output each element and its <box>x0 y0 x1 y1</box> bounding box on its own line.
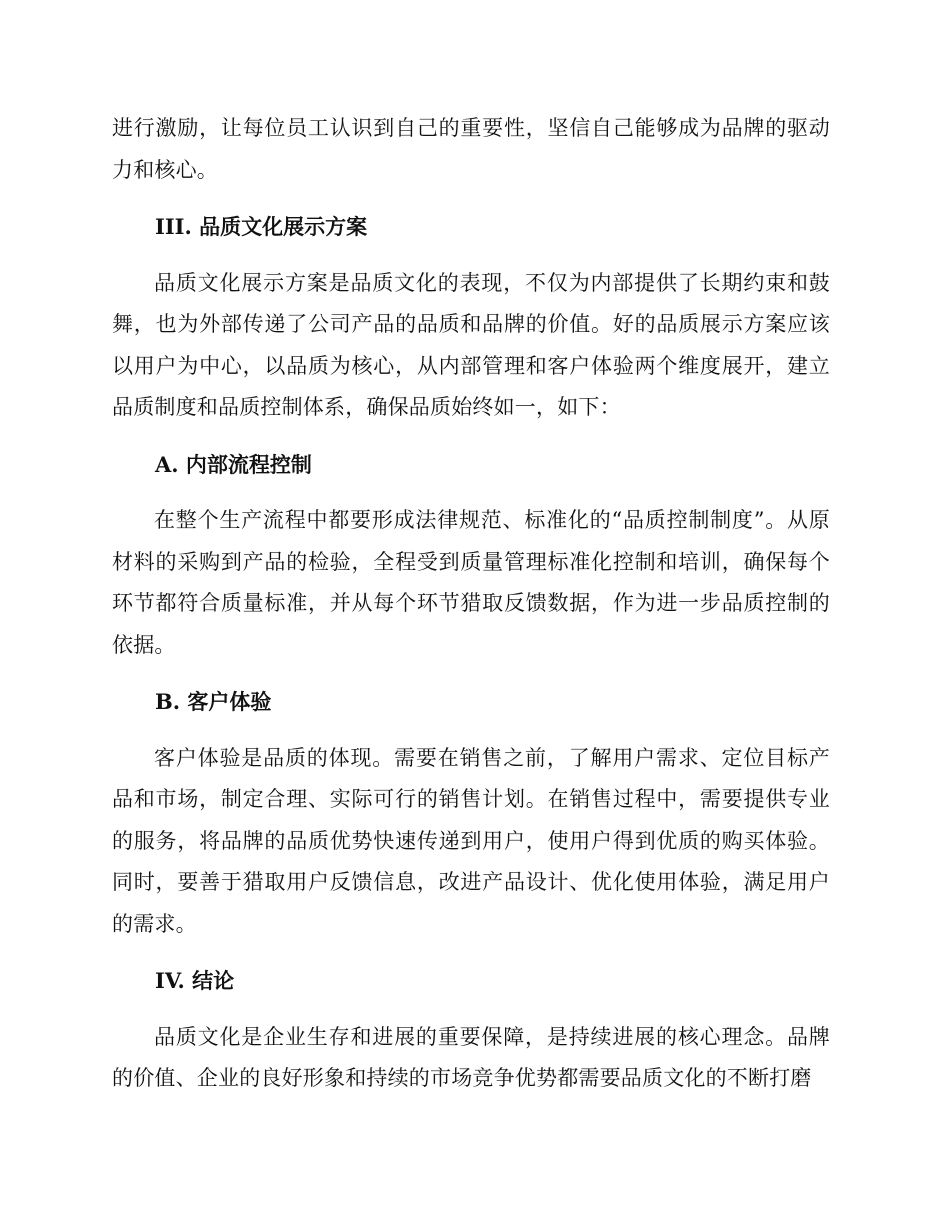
section-4-paragraph: 品质文化是企业生存和进展的重要保障，是持续进展的核心理念。品牌的价值、企业的良好形象和持续的市场竞争优势都需要品质文化的不断打磨 <box>112 1024 830 1090</box>
subsection-a-paragraph: 在整个生产流程中都要形成法律规范、标准化的“品质控制制度”。从原材料的采购到产品的检验，全程受到质量管理标准化控制和培训，确保每个环节都符合质量标准，并从每个环节猎取反馈数据，作为进一步品质控制的依据。 <box>112 508 830 657</box>
section-4-heading: IV. 结论 <box>155 968 235 993</box>
intro-paragraph: 进行激励，让每位员工认识到自己的重要性，坚信自己能够成为品牌的驱动力和核心。 <box>112 116 830 182</box>
section-3-heading: III. 品质文化展示方案 <box>155 214 368 239</box>
subsection-a-heading: A. 内部流程控制 <box>155 451 312 477</box>
subsection-b-paragraph: 客户体验是品质的体现。需要在销售之前，了解用户需求、定位目标产品和市场，制定合理、实际可行的销售计划。在销售过程中，需要提供专业的服务，将品牌的品质优势快速传递到用户，使用户得到优质的购买体验。同时，要善于猎取用户反馈信息，改进产品设计、优化使用体验，满足用户的需求。 <box>112 745 830 936</box>
subsection-b-heading: B. 客户体验 <box>155 689 272 714</box>
document-page <box>112 108 830 1115</box>
section-3-paragraph: 品质文化展示方案是品质文化的表现，不仅为内部提供了长期约束和鼓舞，也为外部传递了公司产品的品质和品牌的价值。好的品质展示方案应该以用户为中心，以品质为核心，从内部管理和客户体验两个维度展开，建立品质制度和品质控制体系，确保品质始终如一，如下： <box>112 270 830 419</box>
